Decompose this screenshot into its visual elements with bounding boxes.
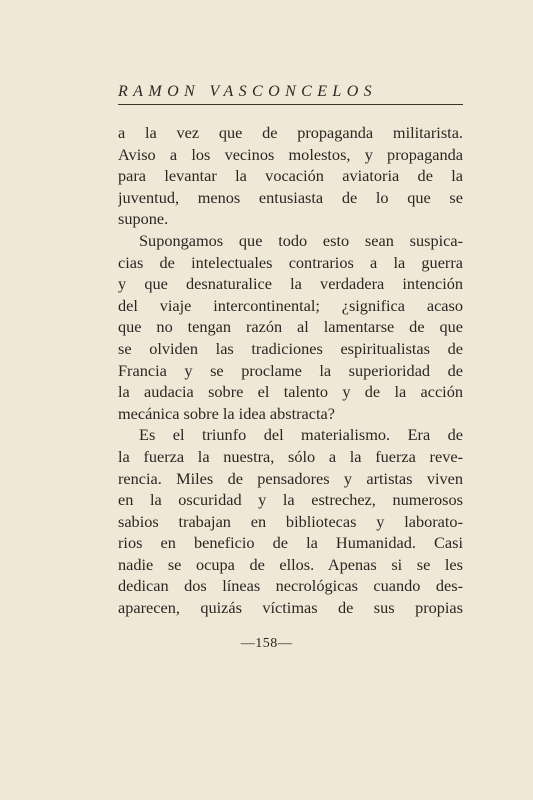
text-line: que no tengan razón al lamentarse de que <box>118 317 463 337</box>
text-line: en la oscuridad y la estrechez, numerosos <box>118 490 463 510</box>
body-text <box>118 122 463 619</box>
text-line: sabios trabajan en bibliotecas y laborato- <box>118 511 463 531</box>
text-line: aparecen, quizás víctimas de sus propias <box>118 598 463 618</box>
text-line: la fuerza la nuestra, sólo a la fuerza reve- <box>118 446 463 466</box>
text-line: la audacia sobre el talento y de la acción <box>118 382 463 402</box>
text-line: juventud, menos entusiasta de lo que se <box>118 187 463 207</box>
text-line: rios en beneficio de la Humanidad. Casi <box>118 533 463 553</box>
text-line: y que desnaturalice la verdadera intención <box>118 274 463 294</box>
text-line: dedican dos líneas necrológicas cuando des- <box>118 576 463 596</box>
page-number: —158— <box>240 636 293 651</box>
text-line: cias de intelectuales contrarios a la guerra <box>118 252 463 272</box>
text-line: del viaje intercontinental; ¿significa acaso <box>118 295 463 315</box>
text-line: Francia y se proclame la superioridad de <box>118 360 463 380</box>
text-line: nadie se ocupa de ellos. Apenas si se les <box>118 554 463 574</box>
text-line: rencia. Miles de pensadores y artistas viven <box>118 468 463 488</box>
running-header: RAMON VASCONCELOS <box>118 83 378 100</box>
text-line: se olviden las tradiciones espiritualistas de <box>118 338 463 358</box>
text-line: Aviso a los vecinos molestos, y propaganda <box>118 144 463 164</box>
text-line: mecánica sobre la idea abstracta? <box>118 403 335 423</box>
header-rule <box>118 104 463 105</box>
text-line: a la vez que de propaganda militarista. <box>118 123 463 142</box>
text-line: Supongamos que todo esto sean suspica- <box>139 230 463 250</box>
text-line: Es el triunfo del materialismo. Era de <box>139 425 463 445</box>
text-line: supone. <box>118 209 169 229</box>
text-line: para levantar la vocación aviatoria de la <box>118 166 463 186</box>
